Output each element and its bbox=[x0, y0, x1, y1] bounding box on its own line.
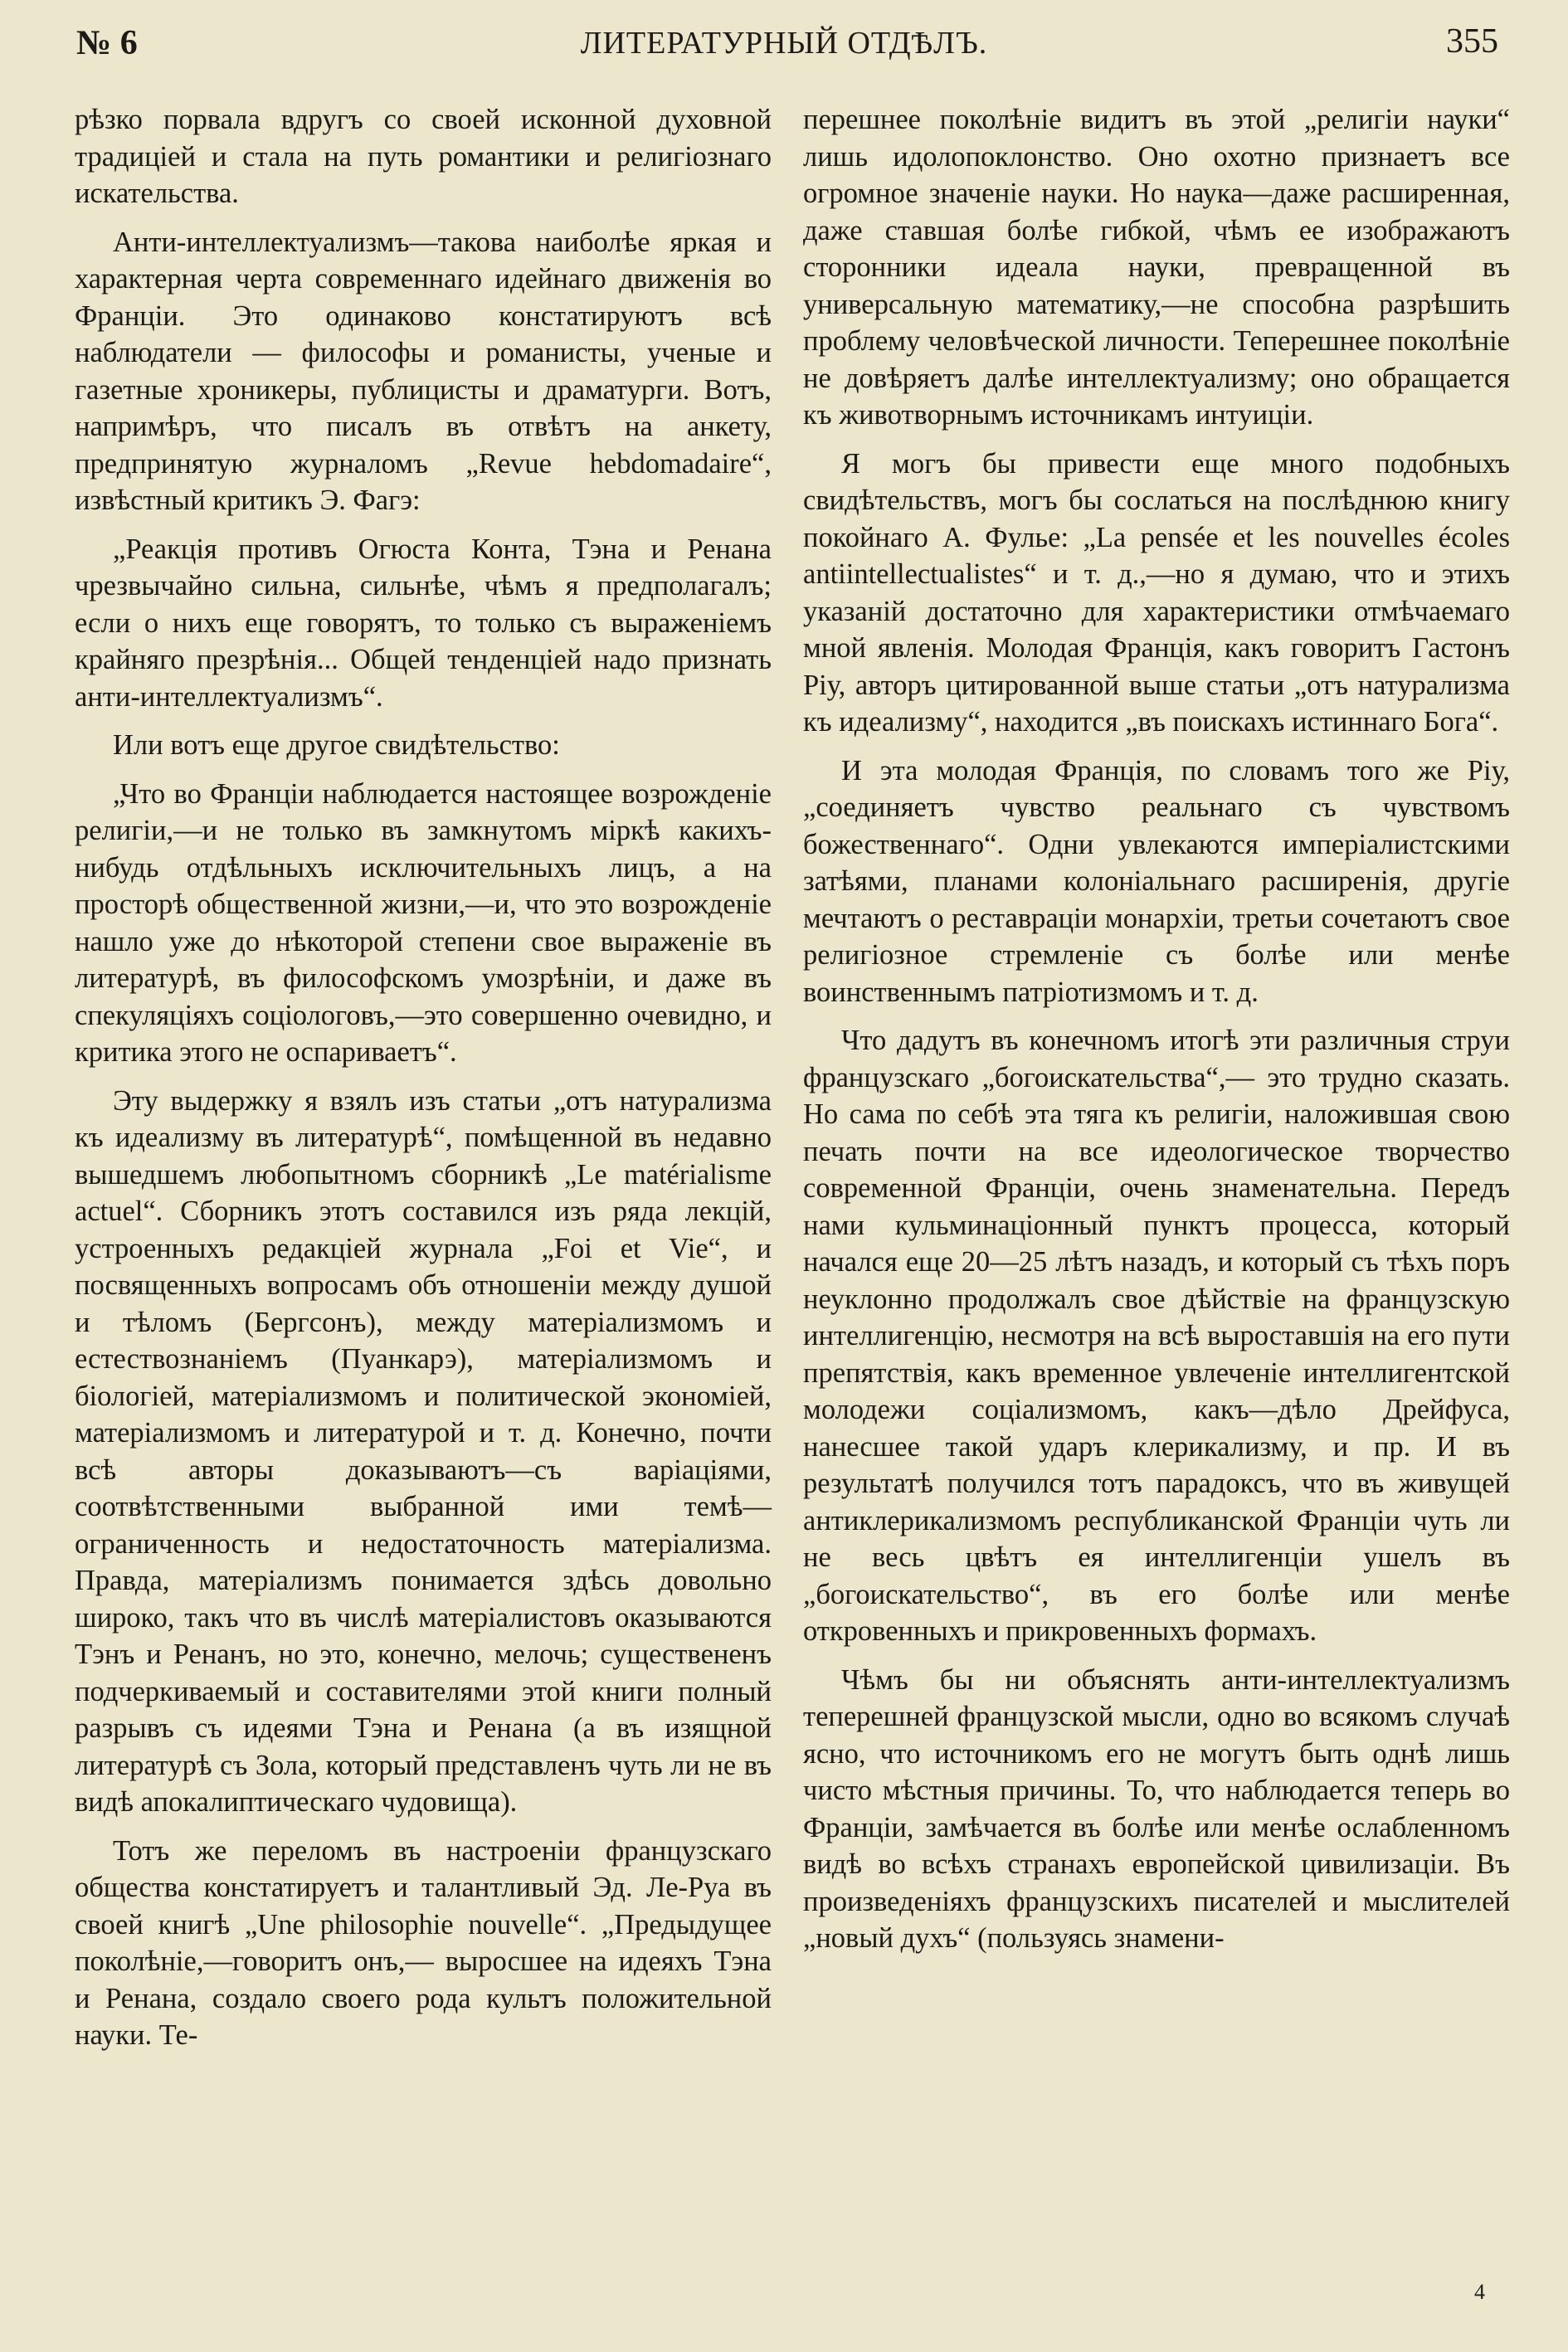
issue-number: № 6 bbox=[76, 24, 138, 62]
signature-mark: 4 bbox=[1474, 2280, 1485, 2304]
paragraph: Анти-интеллектуализмъ—такова наиболѣе яркая и характерная черта современнаго идейнаго движенія во Франціи. Это одинаково констатируютъ всѣ наблюдатели — философы и романисты, ученые и газетные хроникеры, публицисты и драматурги. Вотъ, напримѣръ, что писалъ въ отвѣтъ на анкету, предпринятую журналомъ „Revue hebdomadaire“, извѣстный критикъ Э. Фагэ: bbox=[75, 226, 772, 516]
section-title: ЛИТЕРАТУРНЫЙ ОТДѢЛЪ. bbox=[580, 26, 988, 61]
paragraph: Чѣмъ бы ни объяснять анти-интеллектуализмъ теперешней французской мысли, одно во всякомъ случаѣ ясно, что источникомъ его не могутъ быть однѣ лишь чисто мѣстныя причины. То, что наблюдается теперь во Франціи, замѣчается въ болѣе или менѣе ослабленномъ видѣ во всѣхъ странахъ европейской цивилизаціи. Въ произведеніяхъ французскихъ писателей и мыслителей „новый духъ“ (пользуясь знамени- bbox=[803, 1663, 1510, 1954]
quotation: „Реакція противъ Огюста Конта, Тэна и Ренана чрезвычайно сильна, сильнѣе, чѣмъ я предполагалъ; если о нихъ еще говорятъ, то только съ выраженіемъ крайняго презрѣнія... Общей тенденціей надо признать анти-интеллектуализмъ“. bbox=[75, 533, 772, 713]
paragraph: Или вотъ еще другое свидѣтельство: bbox=[113, 729, 560, 761]
paragraph: И эта молодая Франція, по словамъ того же Ріу, „соединяетъ чувство реальнаго съ чувствомъ божественнаго“. Одни увлекаются имперіалистскими затѣями, планами колоніальнаго расширенія, другіе мечтаютъ о реставраціи монархіи, третьи сочетаютъ свое религіозное стремленіе съ болѣе или менѣе воинственнымъ патріотизмомъ и т. д. bbox=[803, 754, 1510, 1008]
paragraph: Эту выдержку я взялъ изъ статьи „отъ натурализма къ идеализму въ литературѣ“, помѣщенной въ недавно вышедшемъ любопытномъ сборникѣ „Le matérialisme actuel“. Сборникъ этотъ составился изъ ряда лекцій, устроенныхъ редакціей журнала „Foi et Vie“, и посвященныхъ вопросамъ объ отношеніи между душой и тѣломъ (Бергсонъ), между матеріализмомъ и естествознаніемъ (Пуанкарэ), матеріализмомъ и біологіей, матеріализмомъ и политической экономіей, матеріализмомъ и литературой и т. д. Конечно, почти всѣ авторы доказываютъ—съ варіаціями, соотвѣтственными выбранной ими темѣ—ограниченность и недостаточность матеріализма. Правда, матеріализмъ понимается здѣсь довольно широко, такъ что въ числѣ матеріалистовъ оказываются Тэнъ и Ренанъ, но это, конечно, мелочь; существененъ подчеркиваемый и составителями этой книги полный разрывъ съ идеями Тэна и Ренана (а въ изящной литературѣ съ Зола, который представленъ чуть ли не въ видѣ апокалиптическаго чудовища). bbox=[75, 1084, 772, 1818]
left-column bbox=[75, 101, 772, 2066]
paragraph: Что дадутъ въ конечномъ итогѣ эти различныя струи французскаго „богоискательства“,— это трудно сказать. Но сама по себѣ эта тяга къ религіи, наложившая свою печать почти на все идеологическое творчество современной Франціи, очень знаменательна. Передъ нами кульминаціонный пунктъ процесса, который начался еще 20—25 лѣтъ назадъ, и который съ тѣхъ поръ неуклонно продолжалъ свое дѣйствіе на французскую интеллигенцію, несмотря на всѣ выроставшія на его пути препятствія, какъ временное увлеченіе интеллигентской молодежи соціализмомъ, какъ—дѣло Дрейфуса, нанесшее такой ударъ клерикализму, и пр. И въ результатѣ получился тотъ парадоксъ, что въ живущей антиклерикализмомъ республиканской Франціи чуть ли не весь цвѣтъ ея интеллигенціи ушелъ въ „богоискательство“, въ его болѣе или менѣе откровенныхъ и прикровенныхъ формахъ. bbox=[803, 1025, 1510, 1647]
paragraph: рѣзко порвала вдругъ со своей исконной духовной традиціей и стала на путь романтики и религіознаго искательства. bbox=[75, 104, 772, 209]
page-number: 355 bbox=[1446, 22, 1498, 61]
paragraph: перешнее поколѣніе видитъ въ этой „религіи науки“ лишь идолопоклонство. Оно охотно признаетъ все огромное значеніе науки. Но наука—даже расширенная, даже ставшая болѣе гибкой, чѣмъ ее изображаютъ сторонники идеала науки, превращенной въ универсальную математику,—не способна разрѣшить проблему человѣческой личности. Теперешнее поколѣніе не довѣряетъ далѣе интеллектуализму; оно обращается къ животворнымъ источникамъ интуиціи. bbox=[803, 104, 1510, 431]
running-header bbox=[0, 0, 1568, 100]
paragraph: Тотъ же переломъ въ настроеніи французскаго общества констатируетъ и талантливый Эд. Ле-Руа въ своей книгѣ „Une philosophie nouvelle“. „Предыдущее поколѣніе,—говоритъ онъ,— выросшее на идеяхъ Тэна и Ренана, создало своего рода культъ положительной науки. Те- bbox=[75, 1834, 772, 2051]
paragraph: Я могъ бы привести еще много подобныхъ свидѣтельствъ, могъ бы сослаться на послѣднюю книгу покойнаго А. Фулье: „La pensée et les nouvelles écoles antiintellectualistes“ и т. д.,—но я думаю, что и этихъ указаній достаточно для характеристики отмѣчаемаго мной явленія. Молодая Франція, какъ говоритъ Гастонъ Ріу, авторъ цитированной выше статьи „отъ натурализма къ идеализму“, находится „въ поискахъ истиннаго Бога“. bbox=[803, 447, 1510, 738]
right-column bbox=[803, 101, 1510, 1969]
quotation: „Что во Франціи наблюдается настоящее возрожденіе религіи,—и не только въ замкнутомъ міркѣ какихъ-нибудь отдѣльныхъ исключительныхъ лицъ, а на просторѣ общественной жизни,—и, что это возрожденіе нашло уже до нѣкоторой степени свое выраженіе въ литературѣ, въ философскомъ умозрѣніи, и даже въ спекуляціяхъ соціологовъ,—это совершенно очевидно, и критика этого не оспариваетъ“. bbox=[75, 777, 772, 1068]
